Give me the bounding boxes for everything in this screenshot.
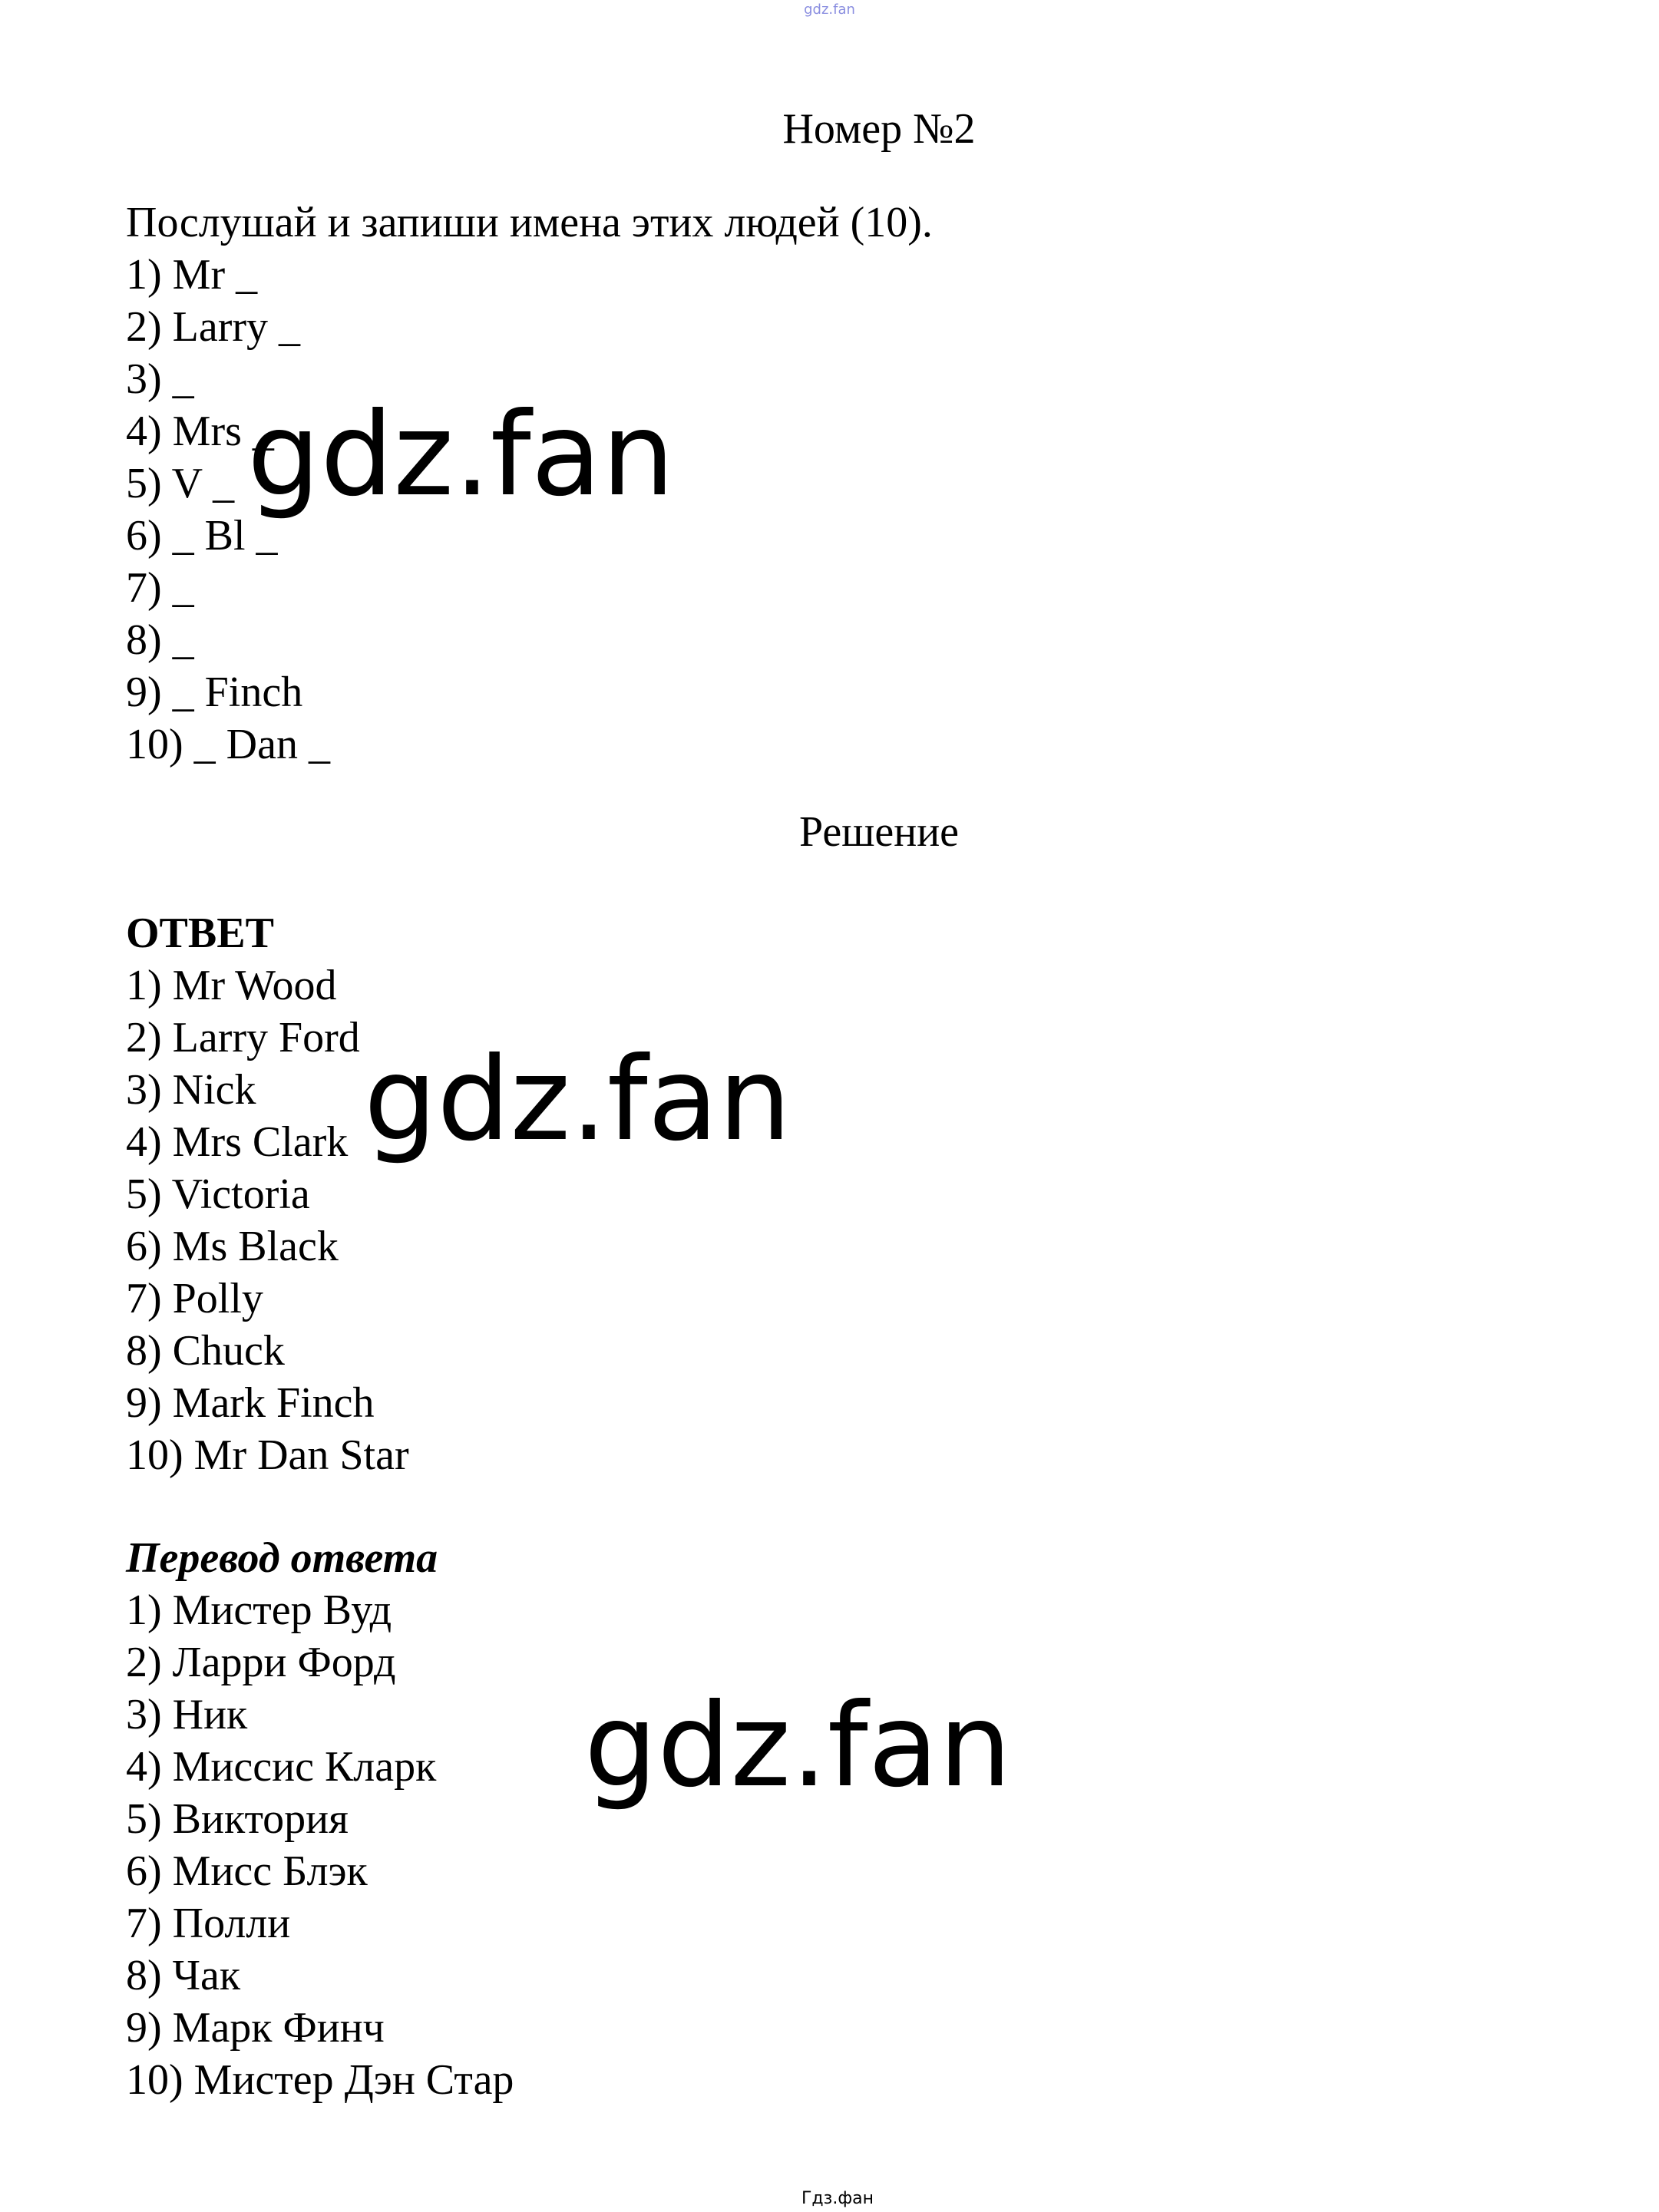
task-item: 6) _ Bl _ bbox=[126, 512, 278, 560]
answer-item: 6) Ms Black bbox=[126, 1223, 339, 1270]
translation-item: 6) Мисс Блэк bbox=[126, 1847, 368, 1895]
translation-item: 2) Ларри Форд bbox=[126, 1639, 396, 1686]
translation-title: Перевод ответа bbox=[126, 1534, 438, 1582]
task-item: 1) Mr _ bbox=[126, 251, 258, 299]
page-footer: Гдз.фан bbox=[801, 2189, 874, 2208]
solution-heading: Решение bbox=[798, 808, 960, 856]
watermark-text: gdz.fan bbox=[247, 388, 675, 522]
page-title: Номер №2 bbox=[782, 105, 976, 153]
translation-item: 10) Мистер Дэн Стар bbox=[126, 2056, 514, 2104]
answer-item: 9) Mark Finch bbox=[126, 1379, 375, 1427]
watermark-text: gdz.fan bbox=[584, 1679, 1012, 1813]
task-item: 4) Mrs _ bbox=[126, 408, 274, 455]
task-item: 7) _ bbox=[126, 564, 194, 612]
answer-item: 10) Mr Dan Star bbox=[126, 1431, 409, 1479]
answer-item: 7) Polly bbox=[126, 1275, 263, 1322]
translation-item: 4) Миссис Кларк bbox=[126, 1743, 437, 1791]
answer-title: ОТВЕТ bbox=[126, 910, 274, 957]
translation-item: 9) Марк Финч bbox=[126, 2004, 385, 2052]
translation-block bbox=[126, 1532, 514, 2106]
task-item: 10) _ Dan _ bbox=[126, 721, 330, 768]
translation-item: 1) Мистер Вуд bbox=[126, 1586, 392, 1634]
task-item: 5) V _ bbox=[126, 460, 235, 507]
translation-item: 3) Ник bbox=[126, 1691, 248, 1738]
answer-item: 8) Chuck bbox=[126, 1327, 285, 1375]
answer-block bbox=[126, 907, 409, 1481]
task-item: 9) _ Finch bbox=[126, 669, 303, 716]
task-item: 2) Larry _ bbox=[126, 303, 301, 351]
translation-item: 7) Полли bbox=[126, 1900, 291, 1947]
watermark-text: gdz.fan bbox=[364, 1033, 791, 1167]
answer-item: 4) Mrs Clark bbox=[126, 1118, 349, 1166]
answer-item: 1) Mr Wood bbox=[126, 962, 337, 1009]
task-item: 3) _ bbox=[126, 355, 194, 403]
task-item: 8) _ bbox=[126, 616, 194, 664]
answer-item: 3) Nick bbox=[126, 1066, 256, 1114]
translation-item: 5) Виктория bbox=[126, 1795, 349, 1843]
answer-item: 5) Victoria bbox=[126, 1170, 310, 1218]
top-watermark-text: gdz.fan bbox=[804, 2, 855, 18]
task-instruction: Послушай и запиши имена этих людей (10). bbox=[126, 199, 933, 246]
translation-item: 8) Чак bbox=[126, 1952, 241, 1999]
answer-item: 2) Larry Ford bbox=[126, 1014, 360, 1061]
